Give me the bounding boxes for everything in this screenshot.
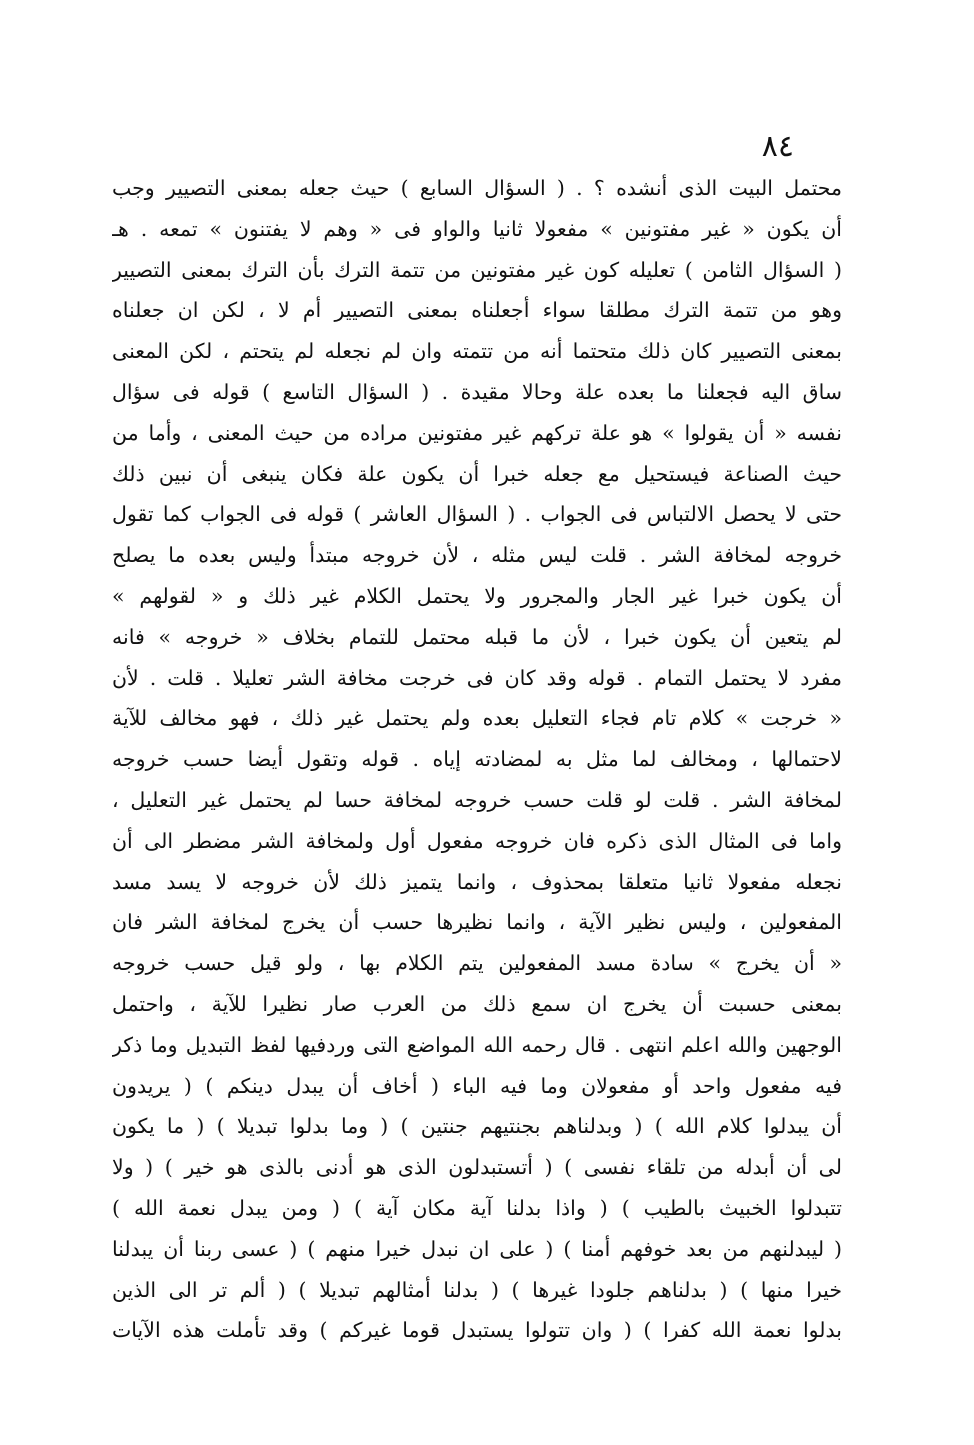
text-line: خيرا منها ) ( بدلناهم جلودا غيرها ) ( بدلنا أمثالهم تبديلا ) ( ألم تر الى الذين (112, 1277, 842, 1302)
text-line: ( ليبدلنهم من بعد خوفهم أمنا ) ( على ان نبدل خيرا منهم ) ( عسى ربنا أن يبدلنا (112, 1236, 842, 1261)
text-line: لم يتعين أن يكون خبرا ، لأن ما قبله محتمل للتمام بخلاف « خروجه » فانه (112, 624, 842, 649)
text-line: حيث الصناعة فيستحيل مع جعله خبرا أن يكون علة فكان ينبغى أن نبين ذلك (112, 461, 842, 486)
text-line: خروجه لمخافة الشر . قلت ليس مثله ، لأن خروجه مبتدأ وليس بعده ما يصلح (112, 543, 842, 568)
text-line: أن يبدلوا كلام الله ) ( وبدلناهم بجنتيهم جنتين ) ( وما بدلوا تبديلا ) ( ما يكون (112, 1114, 842, 1139)
text-line: حتى لا يحصل الالتباس فى الجواب . ( السؤال العاشر ) قوله فى الجواب كما تقول (112, 502, 842, 527)
text-line: بمعنى حسبت أن يخرج ان سمع ذلك من العرب صار نظيرا للآية ، واحتمل (112, 991, 842, 1016)
text-line: تتبدلوا الخبيث بالطيب ) ( واذا بدلنا آية مكان آية ) ( ومن يبدل نعمة الله ) (112, 1195, 842, 1220)
text-line: ( السؤال الثامن ) تعليله كون غير مفتونين من تتمة الترك بأن الترك بمعنى التصيير (112, 257, 842, 282)
text-line: نفسه « أن يقولوا » هو علة تركهم غير مفتونين مراده من حيث المعنى ، وأما من (112, 420, 842, 445)
text-line: ساق اليه فجعلنا ما بعده علة وحالا مقيدة . ( السؤال التاسع ) قوله فى سؤال (112, 379, 842, 404)
text-line: نجعله مفعولا ثانيا متعلقا بمحذوف ، وانما يتميز ذلك لأن خروجه لا يسد مسد (112, 869, 842, 894)
text-line: أن يكون خبرا غير الجار والمجرور ولا يحتمل الكلام غير ذلك و « لقولهم » (112, 583, 842, 608)
text-line: لاحتمالها ، ومخالف لما مثل به لمضادته إياه . قوله وتقول أيضا حسب خروجه (112, 747, 842, 772)
text-line: الوجهين والله اعلم انتهى . قال رحمه الله المواضع التى وردفيها لفظ التبديل وما ذكر (112, 1032, 842, 1057)
text-line: أن يكون « غير مفتونين » مفعولا ثانيا والواو فى « وهم لا يفتنون » تمعه . هـ (112, 216, 842, 241)
text-line: فيه مفعول واحد أو مفعولان وما فيه الباء ( أخاف أن يبدل دينكم ) ( يريدون (112, 1073, 842, 1098)
text-line: بمعنى التصيير كان ذلك متحتما أنه من تتمته وان لم نجعله لم يتحتم ، لكن المعنى (112, 339, 842, 364)
text-line: لمخافة الشر . قلت لو قلت حسب خروجه لمخافة حسا لم يحتمل غير التعليل ، (112, 787, 842, 812)
text-line: وهو من تتمة الترك مطلقا سواء أجعلناه بمعنى التصيير أم لا ، لكن ان جعلناه (112, 298, 842, 323)
text-line: المفعولين ، وليس نظير الآية ، وانما نظيرها حسب أن يخرج لمخافة الشر فان (112, 910, 842, 935)
text-line: مفرد لا يحتمل التمام . قوله وقد كان فى خرجت مخافة الشر تعليلا . قلت . لأن (112, 665, 842, 690)
text-line: « أن يخرج » سادة مسد المفعولين يتم الكلام بها ، ولو قيل حسب خروجه (112, 951, 842, 976)
text-line: واما فى المثال الذى ذكره فان خروجه مفعول أول ولمخافة الشر مضطر الى أن (112, 828, 842, 853)
page-number: ٨٤ (761, 129, 794, 164)
body-text (112, 168, 842, 1351)
text-line: لى أن أبدله من تلقاء نفسى ) ( أتستبدلون الذى هو أدنى بالذى هو خير ) ( ولا (112, 1155, 842, 1180)
text-line: بدلوا نعمة الله كفرا ) ( وان تتولوا يستبدل قوما غيركم ) وقد تأملت هذه الآيات (112, 1318, 842, 1343)
text-line: « خرجت » كلام تام فجاء التعليل بعده ولم يحتمل غير ذلك ، فهو مخالف للآية (112, 706, 842, 731)
text-line: محتمل البيت الذى أنشده ؟ . ( السؤال السابع ) حيث جعله بمعنى التصيير وجب (112, 176, 842, 200)
